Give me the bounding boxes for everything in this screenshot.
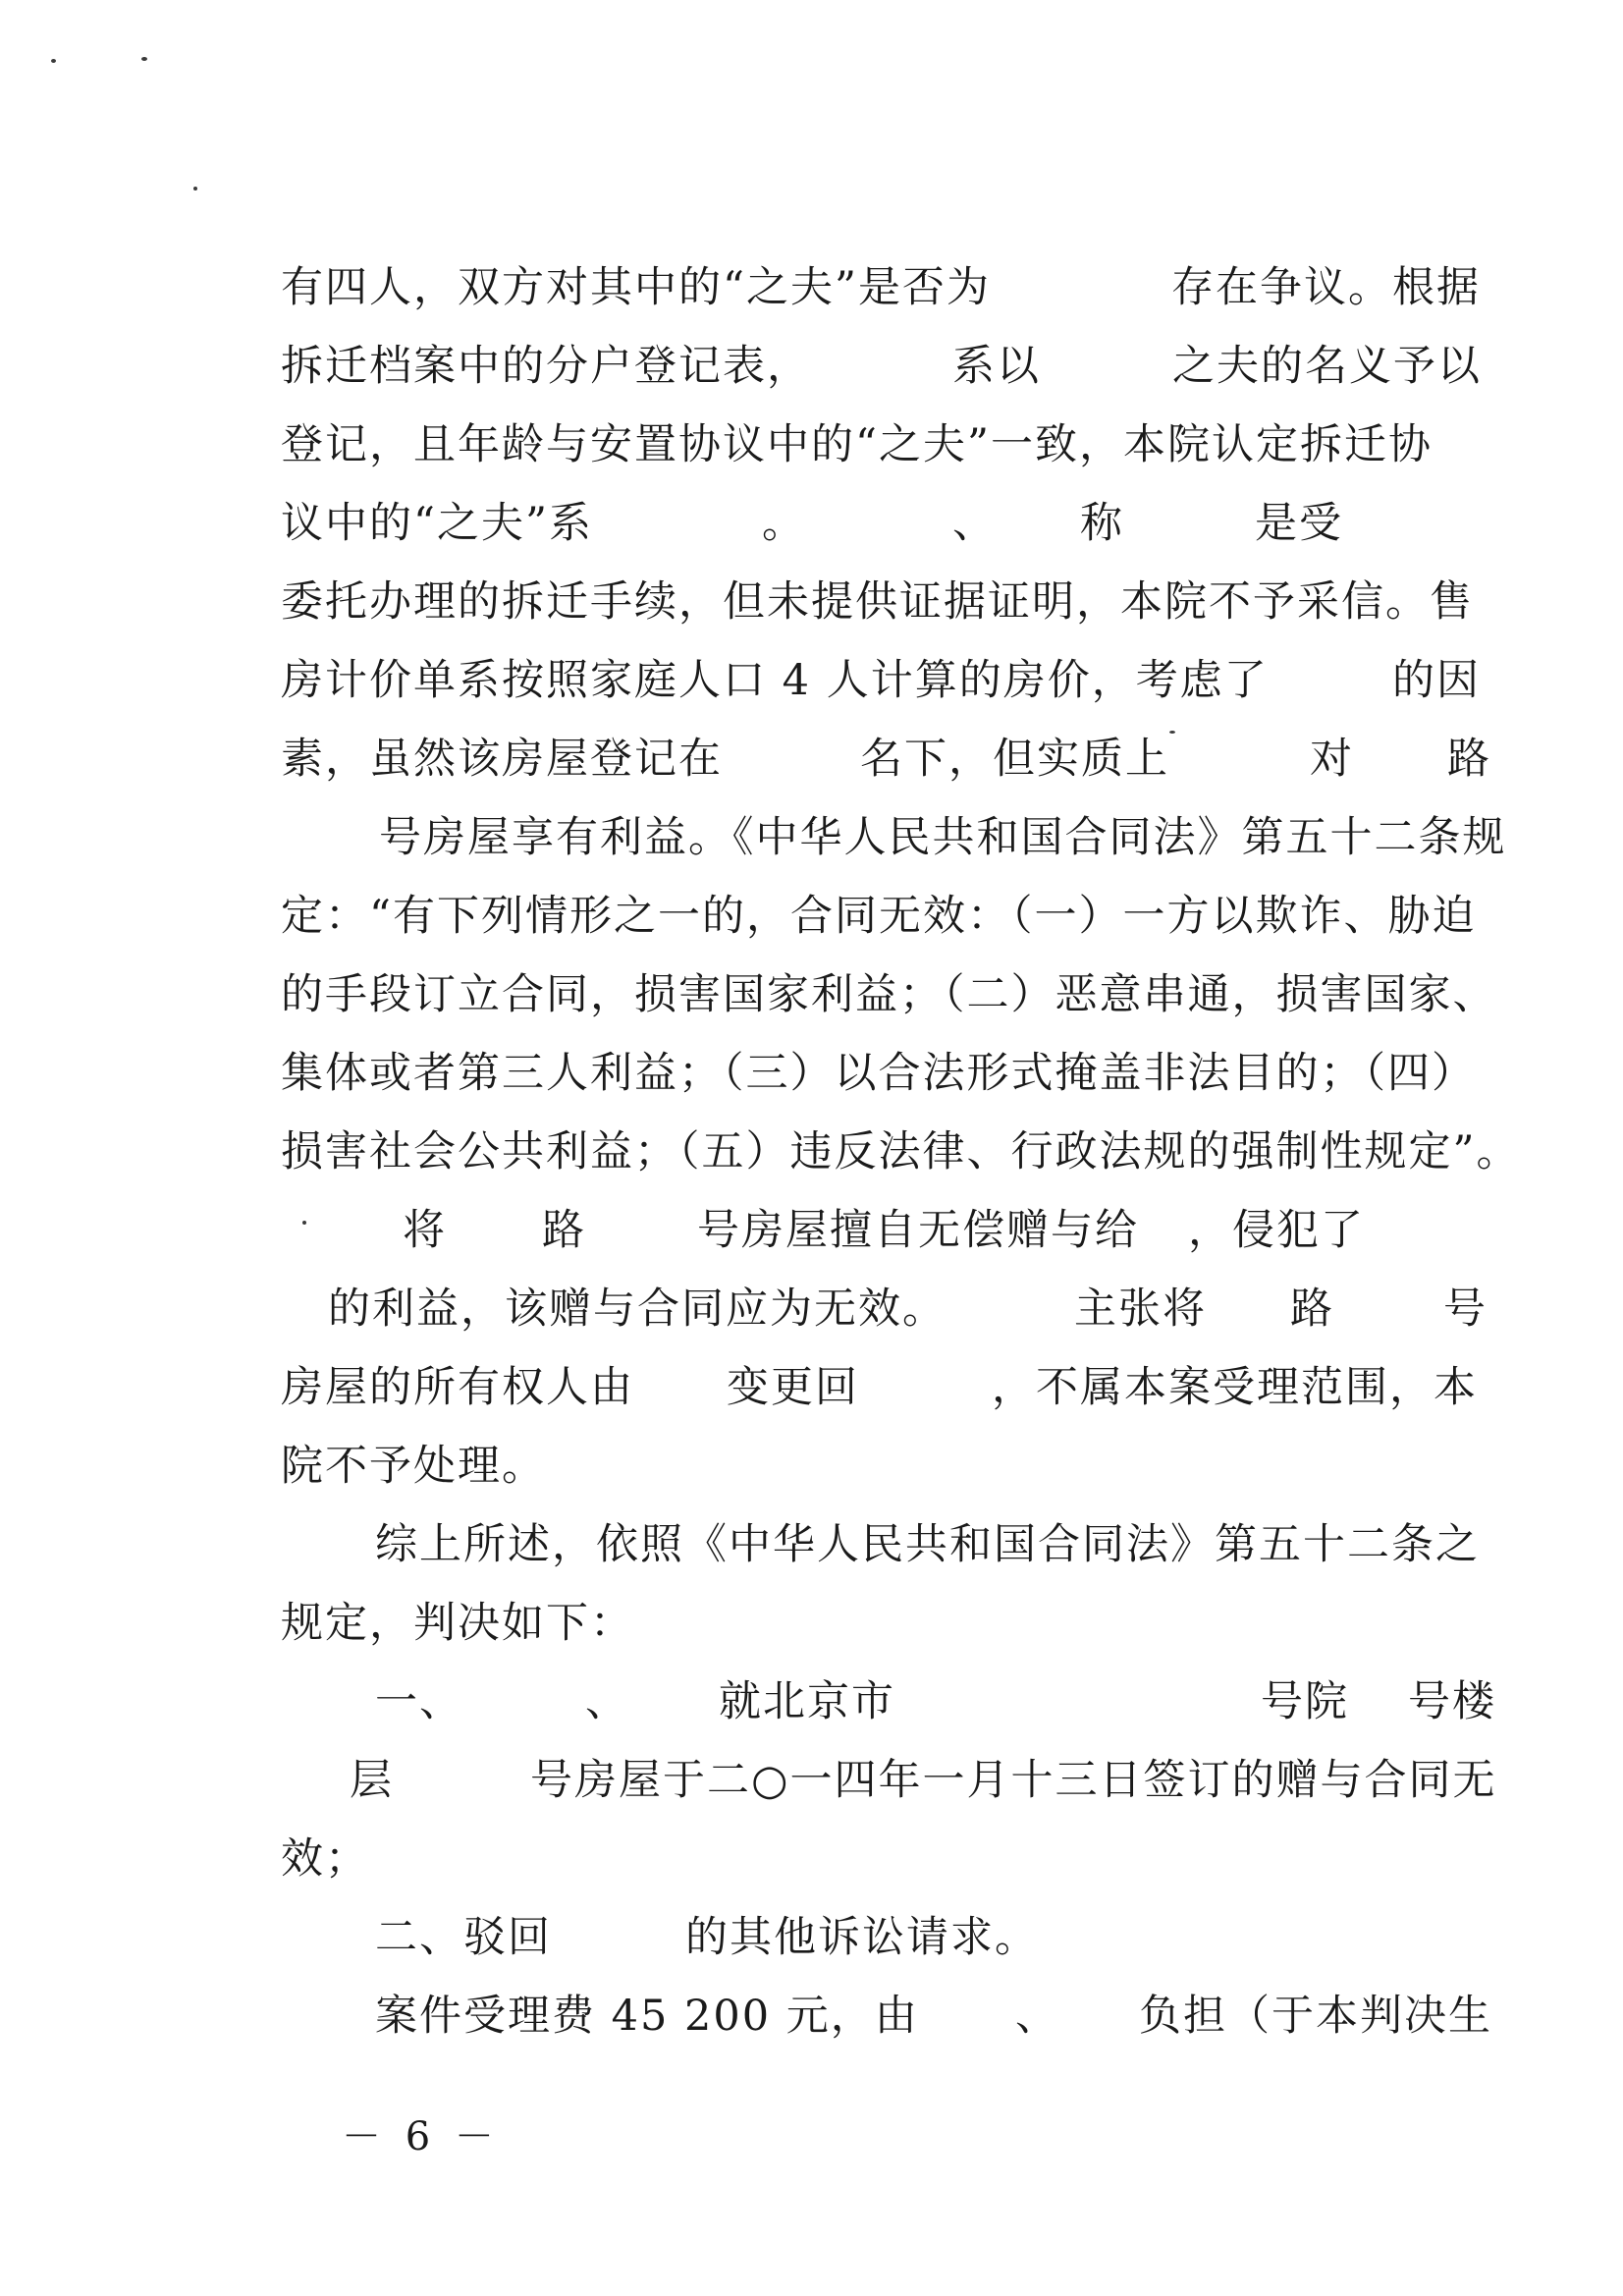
text-line: 案件受理费 45 200 元，由 、 负担（于本判决生: [375, 1992, 1492, 2041]
text-line: 规定，判决如下：: [281, 1599, 634, 1648]
text-line: 院不予处理。: [281, 1442, 546, 1491]
text-line: 房计价单系按照家庭人口 4 人计算的房价，考虑了 的因: [281, 656, 1481, 705]
text-line: 拆迁档案中的分户登记表， 系以 之夫的名义予以: [281, 342, 1482, 391]
text-line: 将 路 号房屋擅自无偿赠与给 ，侵犯了: [403, 1206, 1365, 1255]
text-line: 委托办理的拆迁手续，但未提供证据证明，本院不予采信。售: [281, 577, 1474, 627]
scan-speck: [141, 57, 147, 61]
page-number: － 6 －: [342, 2114, 500, 2159]
text-line: 的手段订立合同，损害国家利益；（二）恶意串通，损害国家、: [281, 970, 1497, 1019]
text-line: 定：“有下列情形之一的，合同无效：（一）一方以欺诈、胁迫: [281, 892, 1477, 941]
text-line: 损害社会公共利益；（五）违反法律、行政法规的强制性规定”。: [281, 1127, 1521, 1176]
text-line: 议中的“之夫”系 。 、 称 是受: [281, 499, 1343, 548]
text-line: 素，虽然该房屋登记在 名下，但实质上 对 路: [281, 735, 1491, 784]
text-line: 的利益，该赠与合同应为无效。 主张将 路 号: [328, 1285, 1488, 1334]
text-line: 一、 、 就北京市 号院 号楼: [375, 1677, 1496, 1726]
text-line: 二、驳回 的其他诉讼请求。: [375, 1913, 1039, 1962]
text-line: 效；: [281, 1834, 369, 1884]
text-line: 号房屋享有利益。《中华人民共和国合同法》第五十二条规: [379, 813, 1507, 862]
text-line: 登记，且年龄与安置协议中的“之夫”一致，本院认定拆迁协: [281, 420, 1433, 469]
scan-speck: [51, 59, 56, 63]
text-line: 综上所述，依照《中华人民共和国合同法》第五十二条之: [375, 1520, 1480, 1569]
text-line: 房屋的所有权人由 变更回 ，不属本案受理范围，本: [281, 1363, 1478, 1412]
text-line: 有四人，双方对其中的“之夫”是否为 存在争议。根据: [281, 263, 1481, 312]
text-line: 集体或者第三人利益；（三）以合法形式掩盖非法目的；（四）: [281, 1049, 1476, 1098]
scan-speck: [193, 187, 197, 191]
text-line: 层 号房屋于二○一四年一月十三日签订的赠与合同无: [350, 1756, 1497, 1805]
